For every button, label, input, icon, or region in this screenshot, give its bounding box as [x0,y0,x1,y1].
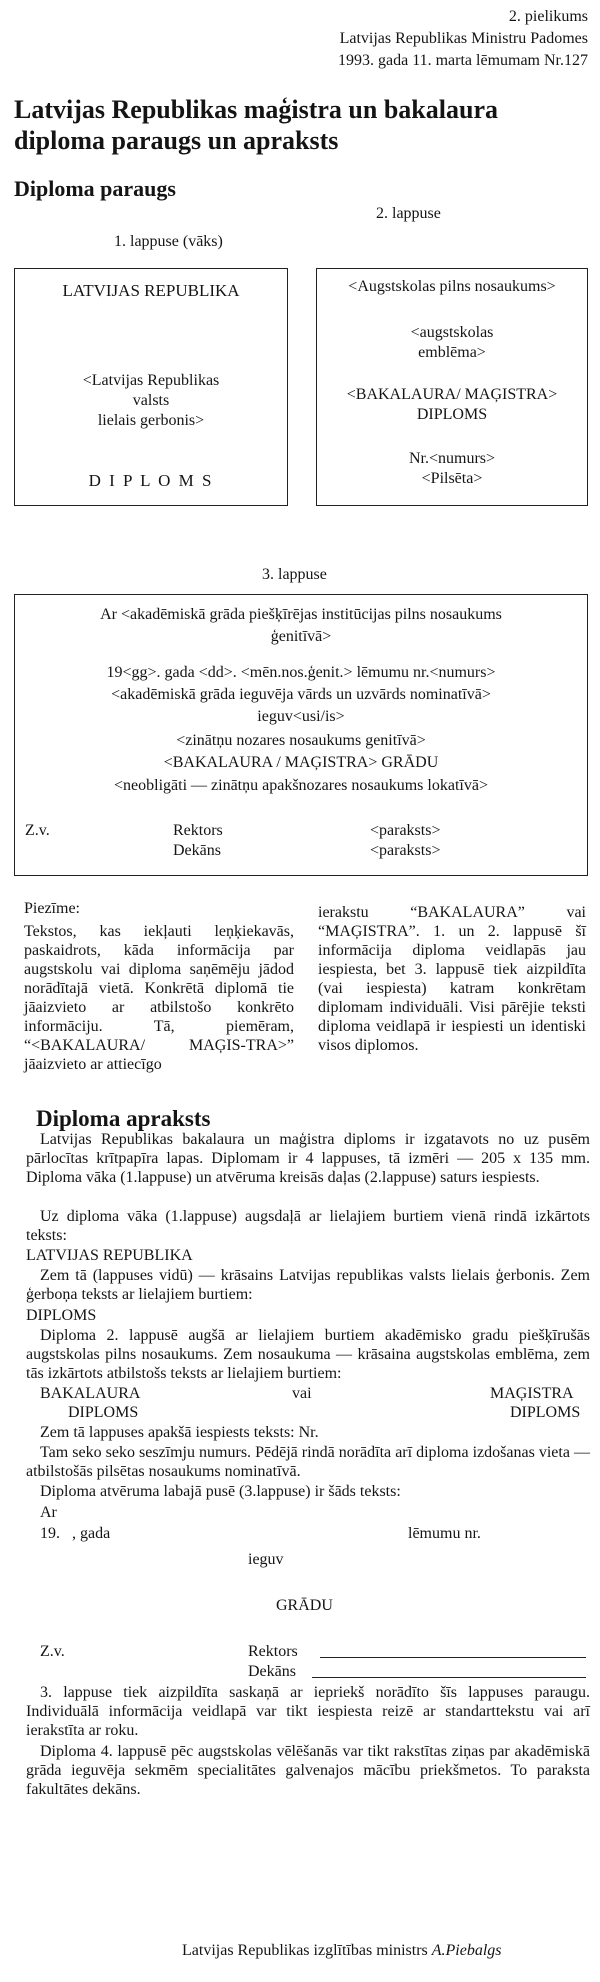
degree-type-placeholder: <BAKALAURA/ MAĢISTRA> [346,386,558,403]
science-field-line: <zinātņu nozares nosaukums genitīvā> [176,732,426,749]
cover-country-name: LATVIJAS REPUBLIKA [62,281,240,300]
city-placeholder: <Pilsēta> [421,470,483,487]
description-paragraph-5: Zem tā lappuses apakšā iespiests teksts: Nr. [40,1424,319,1441]
cover-sample-box [14,268,288,506]
minister-signature [182,1942,502,1960]
dean-signature-placeholder: <paraksts> [370,842,441,859]
option-bachelor: BAKALAURA [40,1385,141,1402]
minister-title: Latvijas Republikas izglītības ministrs [182,1942,428,1959]
dean-signature-line [312,1677,586,1678]
document-title: Latvijas Republikas maģistra un bakalaura diploma paraugs un apraksts [14,95,498,155]
form-year-line: 19. , gada [40,1525,111,1542]
coat-of-arms-line1: <Latvijas Republikas [82,372,220,389]
option-master: MAĢISTRA [490,1385,574,1402]
emblem-placeholder-line2: emblēma> [418,344,486,361]
description-heading: Diploma apraksts [36,1106,211,1131]
description-paragraph-9: Diploma 4. lappusē pēc augstskolas vēlēšanās var tikt rakstītas ziņas par akadēmiskā grāda ieguvēja sekmēm specialitātes galvenajos mācību priekšmetos. To paraksta fakultātes dekāns. [26,1743,590,1798]
university-name-placeholder: <Augstskolas pilns nosaukums> [348,278,556,295]
page2-label: 2. lappuse [376,205,441,222]
form-rector: Rektors [248,1643,298,1660]
description-paragraph-4: Diploma 2. lappusē augšā ar lielajiem burtiem akadēmisko gradu piešķīrušās augstskolas pilns nosaukums. Zem nosaukuma — krāsaina augstskolas emblēma, zem tās izkārtots atbilstošs teksts ar lielajiem burtiem: [26,1327,590,1382]
description-paragraph-3: Zem tā (lappuses vidū) — krāsains Latvijas republikas valsts lielais ģerbonis. Zem ģerboņa teksts ar lielajiem burtiem: [26,1267,590,1303]
page3-sample-box [14,594,588,876]
degree-line: <BAKALAURA / MAĢISTRA> GRĀDU [163,754,439,771]
dean-label: Dekāns [173,842,221,859]
diploms-word: DIPLOMS [416,406,488,423]
description-paragraph-8: 3. lappuse tiek aizpildīta saskaņā ar iepriekš norādīto šīs lappuses paraugu. Individuālā informācija veidlapā var tikt iespiesta reizē ar standarttekstu vai arī ierakstīta ar roku. [26,1684,590,1739]
cover-diploma-word: D I P L O M S [88,471,214,490]
form-seal-place: Z.v. [40,1643,65,1660]
seal-place-label: Z.v. [25,822,50,839]
form-degree: GRĀDU [276,1597,333,1614]
annex-number: 2. pielikums [508,8,588,25]
option-master-diploms: DIPLOMS [510,1404,581,1421]
option-bachelor-diploms: DIPLOMS [68,1404,139,1421]
minister-name: A.Piebalgs [431,1942,502,1959]
option-or: vai [292,1385,312,1402]
rector-signature-placeholder: <paraksts> [370,822,441,839]
description-paragraph-7: Diploma atvēruma labajā pusē (3.lappuse) ir šāds teksts: [40,1483,401,1500]
form-decision-number: lēmumu nr. [408,1525,481,1542]
form-ar: Ar [40,1504,57,1521]
subfield-line: <neobligāti — zinātņu apakšnozares nosaukums lokatīvā> [114,777,488,794]
sample-heading: Diploma paraugs [14,176,176,201]
number-placeholder: Nr.<numurs> [408,450,496,467]
rector-label: Rektors [173,822,223,839]
institution-line-cont: ģenitīvā> [270,628,332,645]
page3-label: 3. lappuse [262,566,327,583]
rector-signature-line [320,1657,586,1658]
description-paragraph-1: Latvijas Republikas bakalaura un maģistra diploms ir izgatavots no uz pusēm pārlocītas krītpapīra lapas. Diplomam ir 4 lappuses, tā izmēri — 205 x 135 mm. Diploma vāka (1.lappuse) un atvēruma kreisās daļas (2.lappuse) saturs iespiests. [26,1131,590,1186]
description-paragraph-6: Tam seko seko seszīmju numurs. Pēdējā rindā norādīta arī diploma izdošanas vieta — atbilstošās pilsētas nosaukums nominatīvā. [26,1444,590,1480]
coat-of-arms-line2: valsts [132,392,170,409]
form-dean: Dekāns [248,1663,296,1680]
issuer-line: Latvijas Republikas Ministru Padomes [339,30,588,47]
page2-sample-box [316,268,588,506]
recipient-name-line: <akadēmiskā grāda ieguvēja vārds un uzvārds nominatīvā> [111,686,491,703]
emblem-placeholder-line1: <augstskolas [410,324,494,341]
page1-label: 1. lappuse (vāks) [114,233,223,250]
note-left-column: Tekstos, kas iekļauti leņķiekavās, paskaidrots, kāda informācija par augstskolu vai diploma saņēmēju jādod norādītajā vietā. Konkrētā diplomā tie jāaizvieto ar atbilstošo konkrēto informāciju. Tā, piemēram, “<BAKALAURA/ MAĢIS-TRA>” jāaizvieto ar attiecīgo [24,923,294,1073]
description-paragraph-2: Uz diploma vāka (1.lappuse) augsdaļā ar lielajiem burtiem vienā rindā izkārtots teksts: [26,1208,590,1244]
institution-line: Ar <akadēmiskā grāda piešķīrējas institūcijas pilns nosaukums [100,606,502,623]
note-right-column: ierakstu “BAKALAURA” vai “MAĢISTRA”. 1. un 2. lappusē šī informācija diploma veidlapās jau iespiesta, bet 3. lappusē tiek aizpildīta (vai iespiesta) katram konkrētam diplomam individuāli. Visi pārējie teksti diploma veidlapā ir iespiesti un identiski visos diplomos. [318,904,586,1054]
decision-reference: 1993. gada 11. marta lēmumam Nr.127 [337,52,588,69]
cover-text-sample: LATVIJAS REPUBLIKA [26,1247,193,1264]
decision-line: 19<gg>. gada <dd>. <mēn.nos.ģenit.> lēmumu nr.<numurs> [106,664,496,681]
coat-of-arms-line3: lielais gerbonis> [97,412,205,429]
form-obtained: ieguv [248,1551,284,1568]
diploms-text-sample: DIPLOMS [26,1307,97,1324]
obtained-line: ieguv<usi/is> [257,708,345,725]
note-heading: Piezīme: [24,900,80,917]
